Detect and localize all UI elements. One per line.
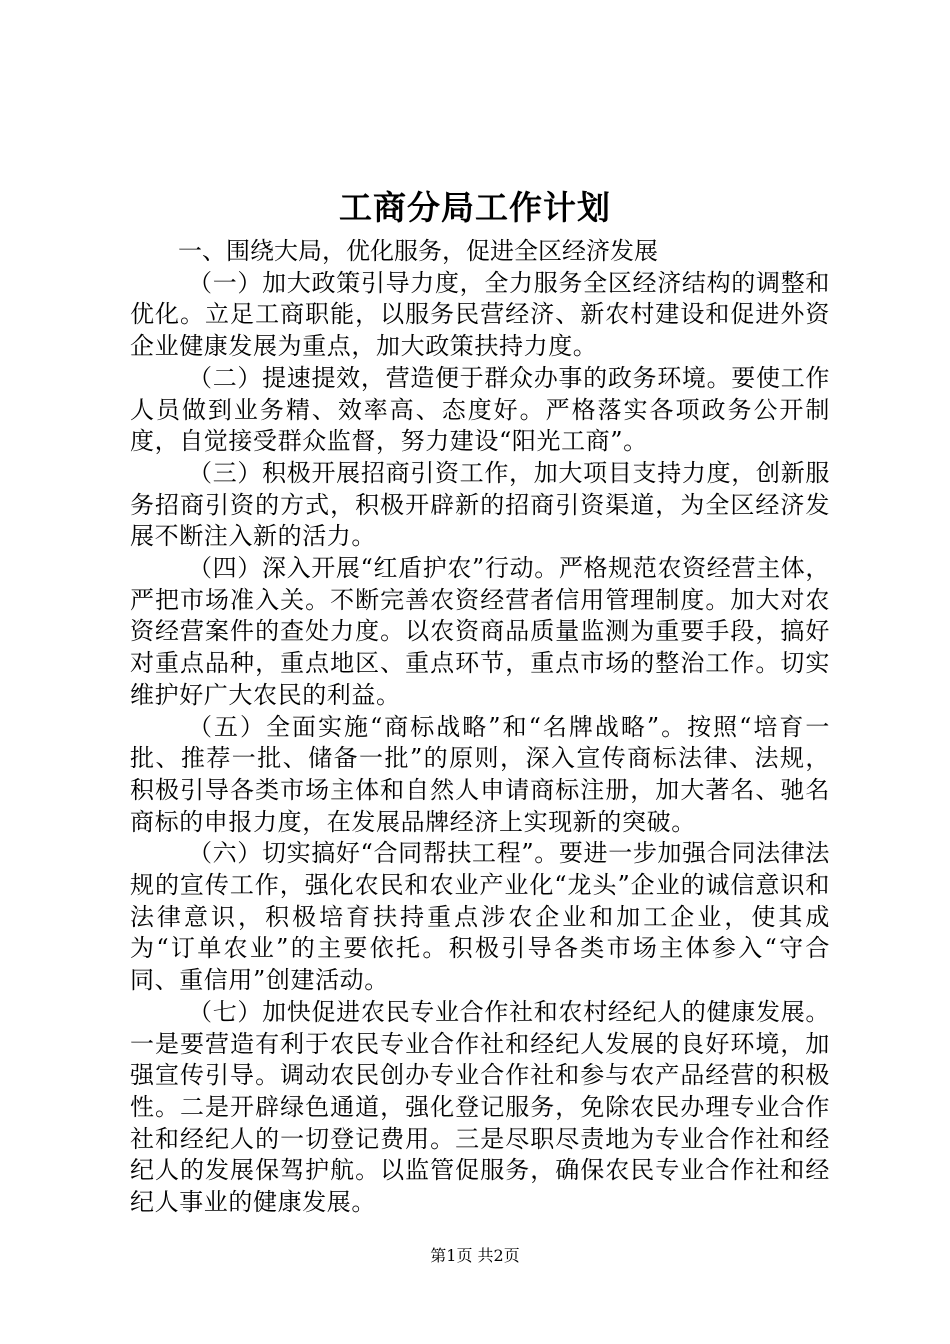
document-body bbox=[130, 236, 830, 1219]
paragraph-6: （六）切实搞好“合同帮扶工程”。要进一步加强合同法律法规的宣传工作，强化农民和农业产业化“龙头”企业的诚信意识和法律意识，积极培育扶持重点涉农企业和加工企业，使其成为“订单农业”的主要依托。积极引导各类市场主体参入“守合同、重信用”创建活动。 bbox=[130, 839, 830, 995]
paragraph-3: （三）积极开展招商引资工作，加大项目支持力度，创新服务招商引资的方式，积极开辟新的招商引资渠道，为全区经济发展不断注入新的活力。 bbox=[130, 458, 830, 551]
section-heading: 一、围绕大局，优化服务，促进全区经济发展 bbox=[178, 237, 658, 265]
paragraph-1: （一）加大政策引导力度，全力服务全区经济结构的调整和优化。立足工商职能，以服务民营经济、新农村建设和促进外资企业健康发展为重点，加大政策扶持力度。 bbox=[130, 268, 830, 361]
document-title: 工商分局工作计划 bbox=[339, 188, 611, 227]
paragraph-4: （四）深入开展“红盾护农”行动。严格规范农资经营主体，严把市场准入关。不断完善农资经营者信用管理制度。加大对农资经营案件的查处力度。以农资商品质量监测为重要手段，搞好对重点品种，重点地区、重点环节，重点市场的整治工作。切实维护好广大农民的利益。 bbox=[130, 554, 830, 709]
page-footer: 第1页 共2页 bbox=[430, 1246, 520, 1265]
paragraph-7: （七）加快促进农民专业合作社和农村经纪人的健康发展。一是要营造有利于农民专业合作社和经纪人发展的良好环境，加强宣传引导。调动农民创办专业合作社和参与农产品经营的积极性。二是开辟绿色通道，强化登记服务，免除农民办理专业合作社和经纪人的一切登记费用。三是尽职尽责地为专业合作社和经纪人的发展保驾护航。以监管促服务，确保农民专业合作社和经纪人事业的健康发展。 bbox=[130, 997, 830, 1217]
paragraph-2: （二）提速提效，营造便于群众办事的政务环境。要使工作人员做到业务精、效率高、态度好。严格落实各项政务公开制度，自觉接受群众监督，努力建设“阳光工商”。 bbox=[130, 363, 830, 456]
paragraph-5: （五）全面实施“商标战略”和“名牌战略”。按照“培育一批、推荐一批、储备一批”的原则，深入宣传商标法律、法规，积极引导各类市场主体和自然人申请商标注册，加大著名、驰名商标的申报力度，在发展品牌经济上实现新的突破。 bbox=[130, 712, 830, 836]
